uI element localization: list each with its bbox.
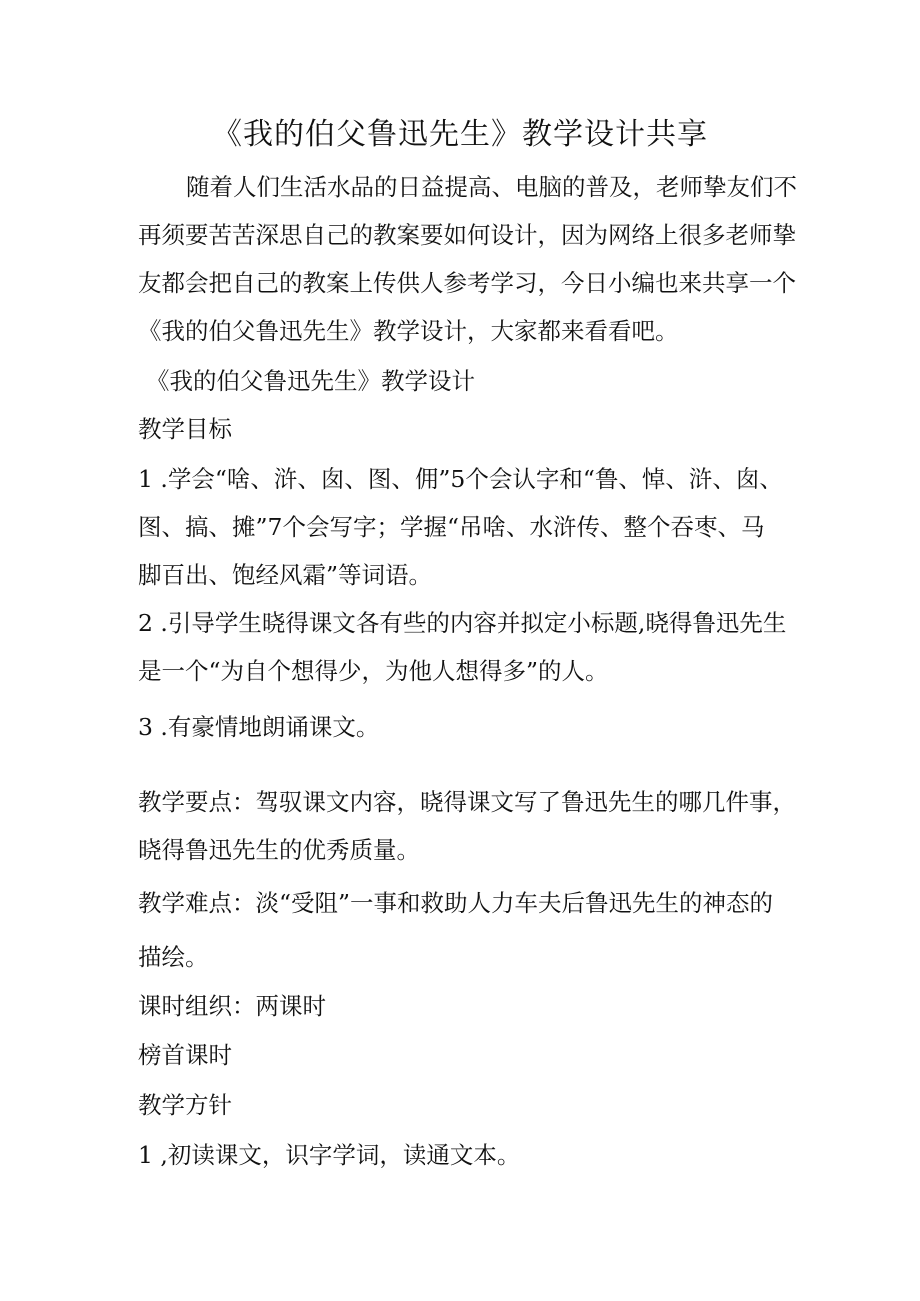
goal-1-line-2: 图、搞、摊”7个会写字；学握“吊啥、水浒传、整个吞枣、马 xyxy=(138,513,765,541)
goal-2-line-1: 2 .引导学生晓得课文各有些的内容并拟定小标题,晓得鲁迅先生 xyxy=(138,609,787,637)
key-points-line-2: 晓得鲁迅先生的优秀质量。 xyxy=(138,836,420,864)
intro-line-1: 随着人们生活水品的日益提高、电脑的普及，老师挚友们不 xyxy=(186,173,797,201)
difficulties-line-1: 教学难点：淡“受阻”一事和救助人力车夫后鲁迅先生的神态的 xyxy=(138,889,774,917)
intro-line-3: 友都会把自己的教案上传供人参考学习，今日小编也来共享一个 xyxy=(138,269,796,297)
first-lesson-heading: 榜首课时 xyxy=(138,1041,232,1069)
design-subtitle: 《我的伯父鲁迅先生》教学设计 xyxy=(146,367,475,395)
difficulties-line-2: 描绘。 xyxy=(138,943,209,971)
goal-1-line-3: 脚百出、饱经风霜”等词语。 xyxy=(138,561,433,589)
intro-line-2: 再须要苦苦深思自己的教案要如何设计，因为网络上很多老师挚 xyxy=(138,221,796,249)
method-heading: 教学方针 xyxy=(138,1091,232,1119)
goal-2-line-2: 是一个“为自个想得少，为他人想得多”的人。 xyxy=(138,657,609,685)
class-hours: 课时组织：两课时 xyxy=(138,992,326,1020)
intro-line-4: 《我的伯父鲁迅先生》教学设计，大家都来看看吧。 xyxy=(138,317,679,345)
document-title: 《我的伯父鲁迅先生》教学设计共享 xyxy=(212,117,708,152)
goal-3: 3 .有豪情地朗诵课文。 xyxy=(138,713,380,741)
goal-1-line-1: 1 .学会“啥、浒、囱、图、佣”5个会认字和“鲁、悼、浒、囱、 xyxy=(138,465,783,493)
goals-heading: 教学目标 xyxy=(138,415,232,443)
key-points-line-1: 教学要点：驾驭课文内容，晓得课文写了鲁迅先生的哪几件事， xyxy=(138,788,796,816)
method-1: 1 ,初读课文，识字学词，读通文本。 xyxy=(138,1141,521,1169)
